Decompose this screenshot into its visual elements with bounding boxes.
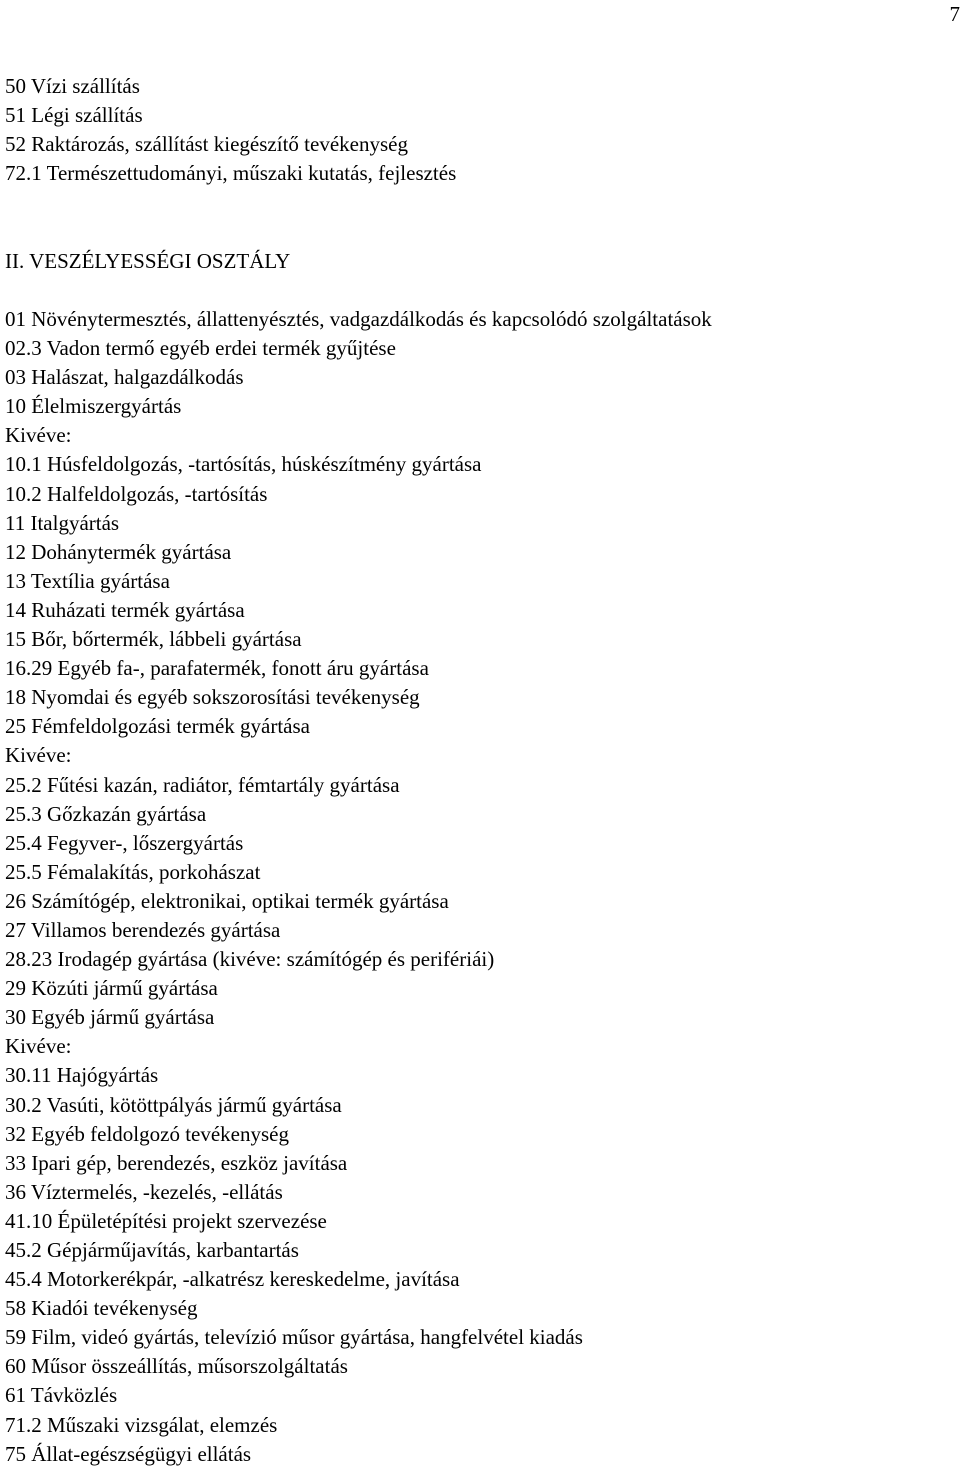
list-item: 30 Egyéb jármű gyártása [5,1005,215,1030]
list-item: 28.23 Irodagép gyártása (kivéve: számítógép és perifériái) [5,947,495,972]
list-item: Kivéve: [5,743,72,768]
list-item: 10 Élelmiszergyártás [5,394,182,419]
list-item: 01 Növénytermesztés, állattenyésztés, vadgazdálkodás és kapcsolódó szolgáltatások [5,307,712,331]
list-item: 33 Ipari gép, berendezés, eszköz javítása [5,1150,348,1175]
list-item: 10.2 Halfeldolgozás, -tartósítás [5,481,268,506]
list-item: 16.29 Egyéb fa-, parafatermék, fonott áru gyártása [5,656,429,681]
activity-list-class-ii [5,305,712,1469]
list-item: 60 Műsor összeállítás, műsorszolgáltatás [5,1354,348,1379]
list-item: 25.3 Gőzkazán gyártása [5,801,207,826]
list-item: 30.2 Vasúti, kötöttpályás jármű gyártása [5,1092,342,1117]
list-item: 72.1 Természettudományi, műszaki kutatás, fejlesztés [5,161,457,186]
list-item: 75 Állat-egészségügyi ellátás [5,1441,252,1466]
list-item: 45.2 Gépjárműjavítás, karbantartás [5,1238,299,1262]
list-item: 58 Kiadói tevékenység [5,1296,198,1321]
list-item: 71.2 Műszaki vizsgálat, elemzés [5,1412,278,1437]
list-item: 52 Raktározás, szállítást kiegészítő tevékenység [5,132,408,157]
list-item: 25.4 Fegyver-, lőszergyártás [5,830,244,855]
list-item: 26 Számítógép, elektronikai, optikai termék gyártása [5,888,449,913]
list-item: 50 Vízi szállítás [5,74,140,98]
list-item: 25 Fémfeldolgozási termék gyártása [5,714,310,739]
list-item: 02.3 Vadon termő egyéb erdei termék gyűjtése [5,336,396,361]
list-item: 32 Egyéb feldolgozó tevékenység [5,1121,289,1146]
list-item: 25.2 Fűtési kazán, radiátor, fémtartály gyártása [5,772,400,797]
list-item: 51 Légi szállítás [5,103,143,128]
list-item: Kivéve: [5,1034,72,1059]
activity-list-top [5,72,456,188]
list-item: 10.1 Húsfeldolgozás, -tartósítás, húskészítmény gyártása [5,452,482,477]
list-item: 61 Távközlés [5,1383,118,1408]
list-item: 25.5 Fémalakítás, porkohászat [5,859,261,884]
list-item: 13 Textília gyártása [5,568,170,593]
list-item: 11 Italgyártás [5,510,120,535]
list-item: 59 Film, videó gyártás, televízió műsor gyártása, hangfelvétel kiadás [5,1325,583,1350]
list-item: 30.11 Hajógyártás [5,1063,159,1088]
list-item: 03 Halászat, halgazdálkodás [5,365,244,390]
list-item: 14 Ruházati termék gyártása [5,597,245,622]
list-item: 18 Nyomdai és egyéb sokszorosítási tevékenység [5,685,420,710]
list-item: 12 Dohánytermék gyártása [5,539,232,564]
list-item: 41.10 Épületépítési projekt szervezése [5,1208,327,1233]
list-item: 29 Közúti jármű gyártása [5,976,218,1001]
list-item: 36 Víztermelés, -kezelés, -ellátás [5,1179,283,1204]
page-number: 7 [949,2,960,26]
section-heading: II. VESZÉLYESSÉGI OSZTÁLY [5,249,291,273]
list-item: Kivéve: [5,423,72,448]
list-item: 27 Villamos berendezés gyártása [5,917,281,942]
list-item: 45.4 Motorkerékpár, -alkatrész kereskedelme, javítása [5,1267,460,1292]
list-item: 15 Bőr, bőrtermék, lábbeli gyártása [5,627,302,652]
